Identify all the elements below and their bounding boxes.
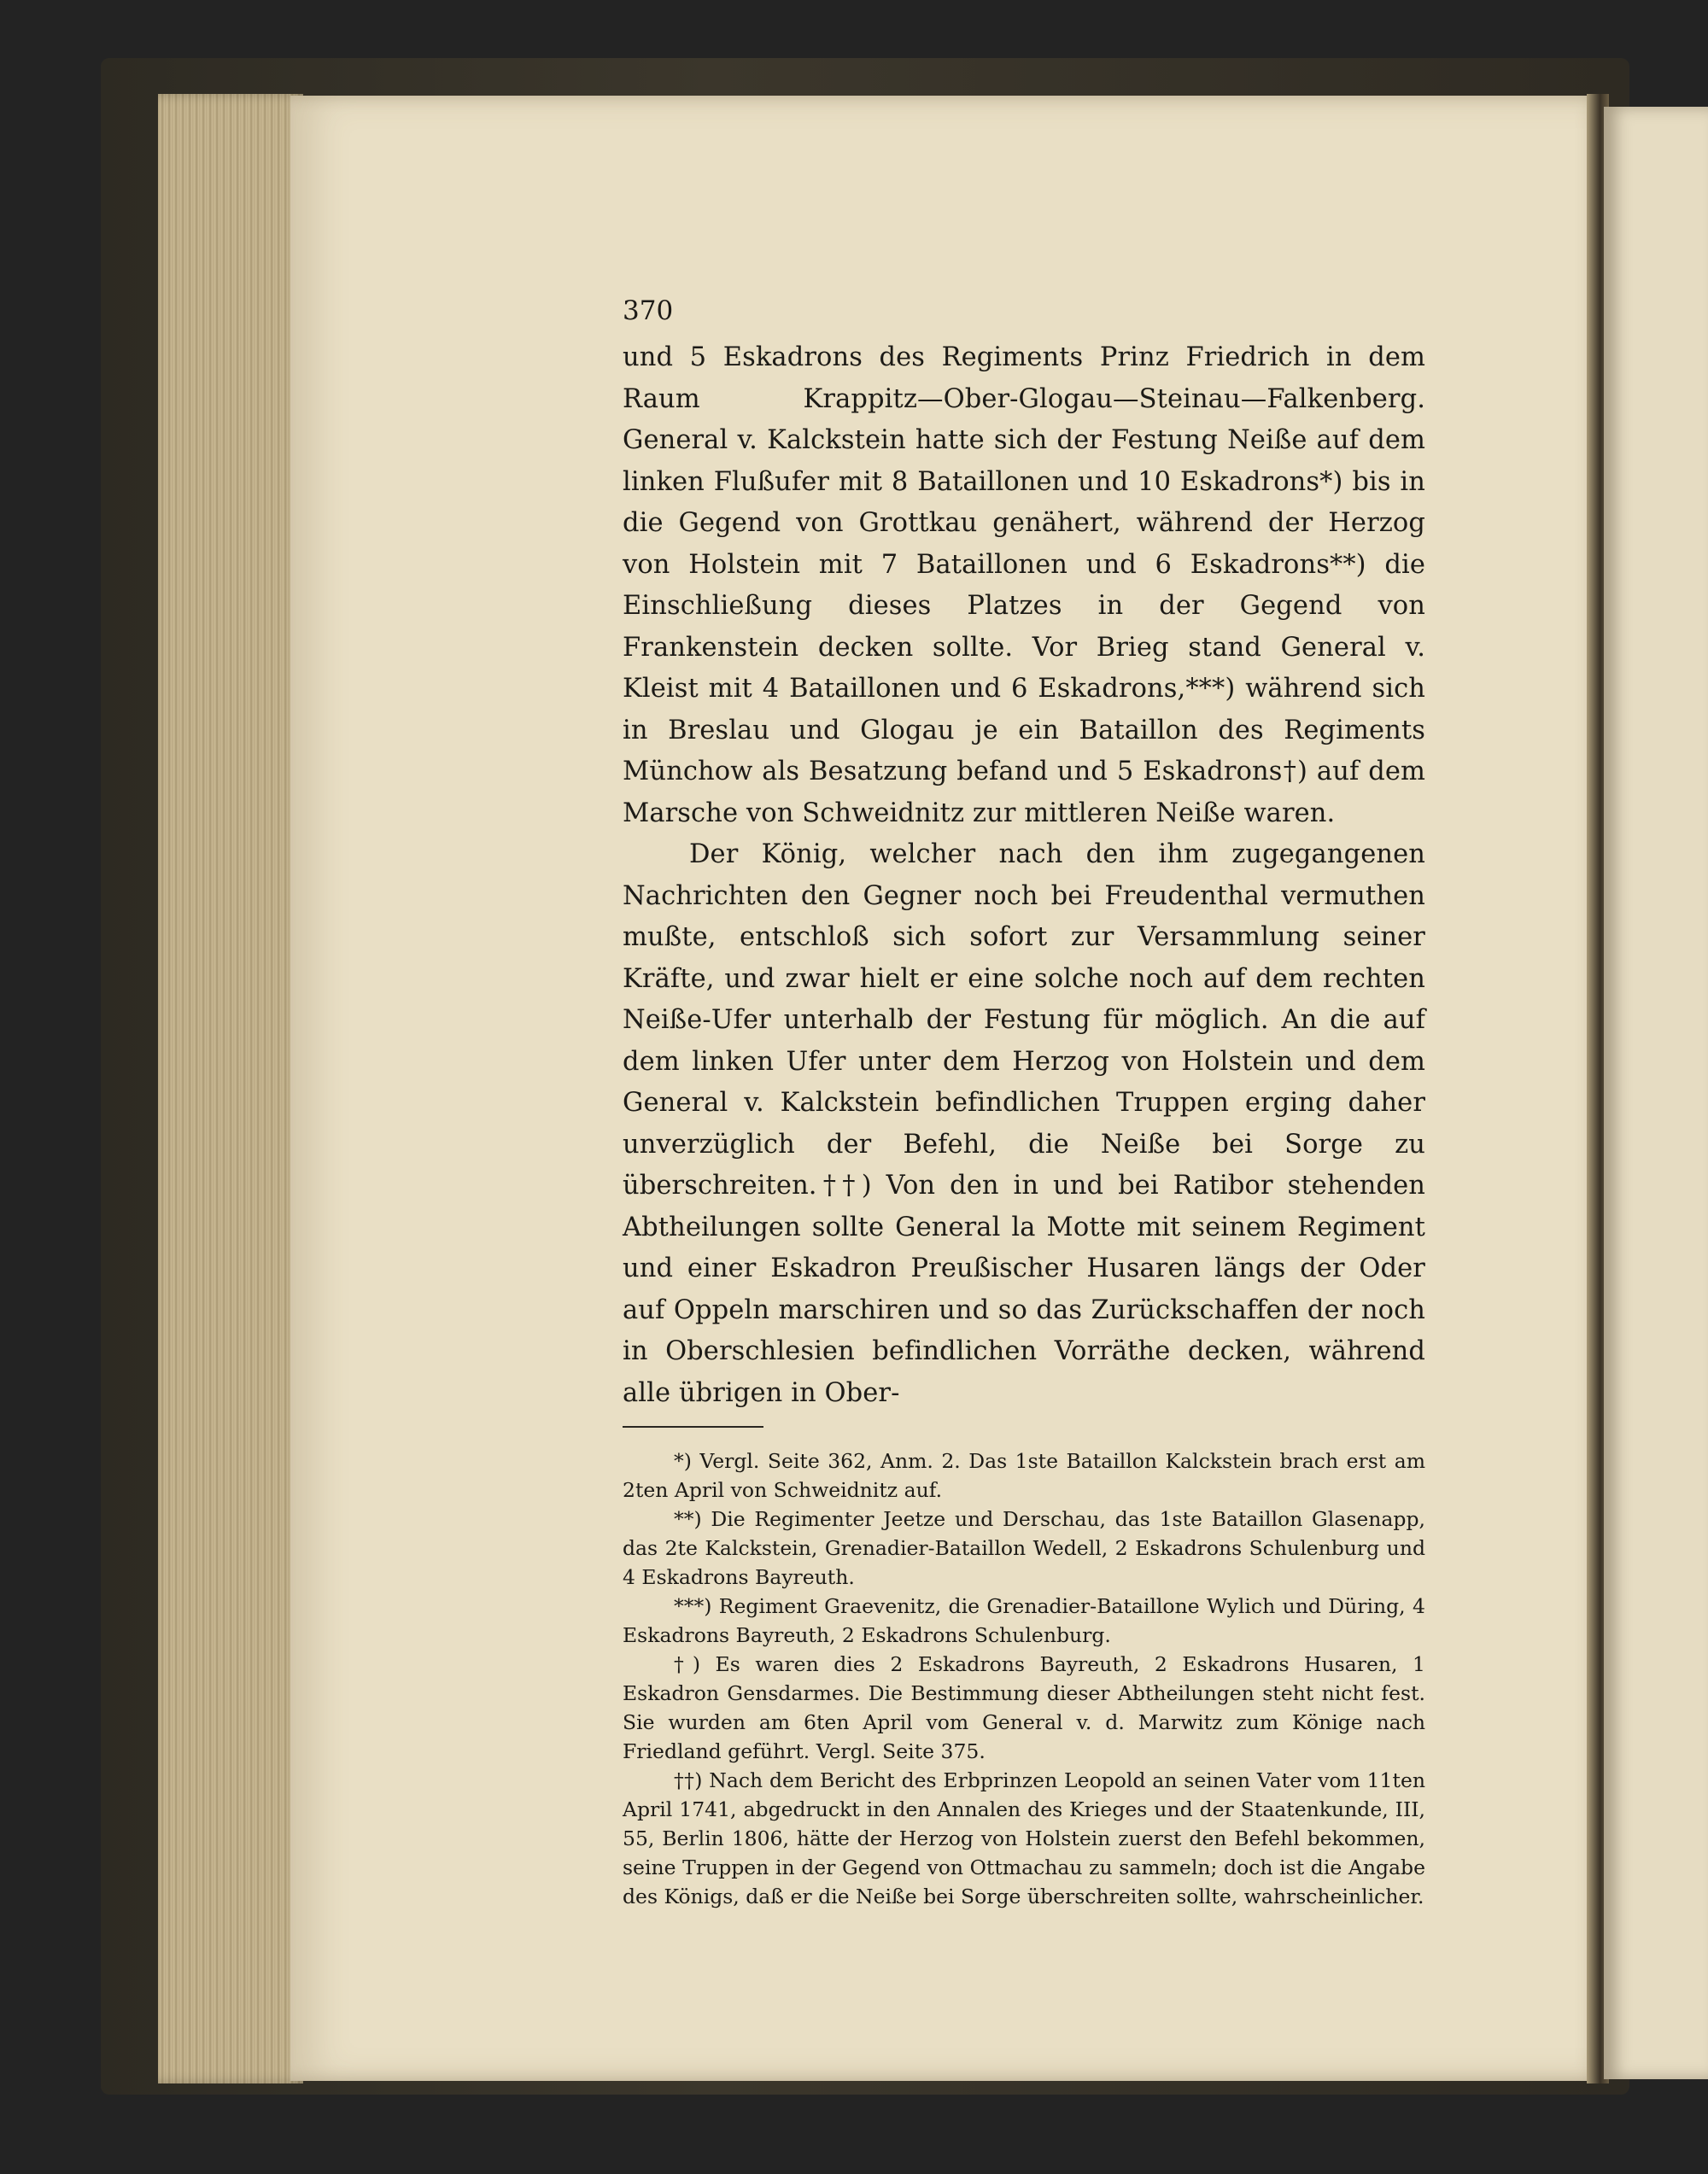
page-number: 370 bbox=[623, 295, 674, 326]
footnote: †) Es waren dies 2 Eskadrons Bayreuth, 2 Eskadrons Husaren, 1 Eskadron Gensdarmes. Die Bestimmung dieser Abtheilungen steht nicht fest. Sie wurden am 6ten April vom General v. d. Marwitz zum Könige nach Friedland geführt. Vergl. Seite 375. bbox=[623, 1652, 1425, 1763]
body-paragraph: Der König, welcher nach den ihm zugegangenen Nachrichten den Gegner noch bei Freudenthal vermuthen mußte, entschloß sich sofort zur Versammlung seiner Kräfte, und zwar hielt er eine solche noch auf dem rechten Neiße-Ufer unterhalb der Festung für möglich. An die auf dem linken Ufer unter dem Herzog von Holstein und dem General v. Kalckstein befindlichen Truppen erging daher unverzüglich der Befehl, die Neiße bei Sorge zu überschreiten.††) Von den in und bei Ratibor stehenden Abtheilungen sollte General la Motte mit seinem Regiment und einer Eskadron Preußischer Husaren längs der Oder auf Oppeln marschiren und so das Zurückschaffen der noch in Oberschlesien befindlichen Vorräthe decken, während alle übrigen in Ober- bbox=[623, 839, 1425, 1408]
page-text-block bbox=[623, 290, 1425, 1911]
footnote: **) Die Regimenter Jeetze und Derschau, das 1ste Bataillon Glasenapp, das 2te Kalckstein, Grenadier-Bataillon Wedell, 2 Eskadrons Schulenburg und 4 Eskadrons Bayreuth. bbox=[623, 1507, 1425, 1589]
footnote: ***) Regiment Graevenitz, die Grenadier-Bataillone Wylich und Düring, 4 Eskadrons Bayreuth, 2 Eskadrons Schulenburg. bbox=[623, 1594, 1425, 1647]
footnote: ††) Nach dem Bericht des Erbprinzen Leopold an seinen Vater vom 11ten April 1741, abgedruckt in den Annalen des Krieges und der Staatenkunde, III, 55, Berlin 1806, hätte der Herzog von Holstein zuerst den Befehl bekommen, seine Truppen in der Gegend von Ottmachau zu sammeln; doch ist die Angabe des Königs, daß er die Neiße bei Sorge überschreiten sollte, wahrscheinlicher. bbox=[623, 1768, 1425, 1908]
footnotes bbox=[623, 1446, 1425, 1911]
footnote-separator bbox=[623, 1426, 763, 1428]
footnote: *) Vergl. Seite 362, Anm. 2. Das 1ste Bataillon Kalckstein brach erst am 2ten April von Schweidnitz auf. bbox=[623, 1449, 1425, 1502]
page-edges bbox=[158, 94, 303, 2083]
body-paragraph: und 5 Eskadrons des Regiments Prinz Friedrich in dem Raum Krappitz—Ober-Glogau—Steinau—Falkenberg. General v. Kalckstein hatte sich der Festung Neiße auf dem linken Flußufer mit 8 Bataillonen und 10 Eskadrons*) bis in die Gegend von Grottkau genähert, während der Herzog von Holstein mit 7 Bataillonen und 6 Eskadrons**) die Einschließung dieses Platzes in der Gegend von Frankenstein decken sollte. Vor Brieg stand General v. Kleist mit 4 Bataillonen und 6 Eskadrons,***) während sich in Breslau und Glogau je ein Bataillon des Regiments Münchow als Besatzung befand und 5 Eskadrons†) auf dem Marsche von Schweidnitz zur mittleren Neiße waren. bbox=[623, 342, 1425, 828]
facing-page bbox=[1604, 107, 1708, 2079]
body-text bbox=[623, 337, 1425, 1414]
